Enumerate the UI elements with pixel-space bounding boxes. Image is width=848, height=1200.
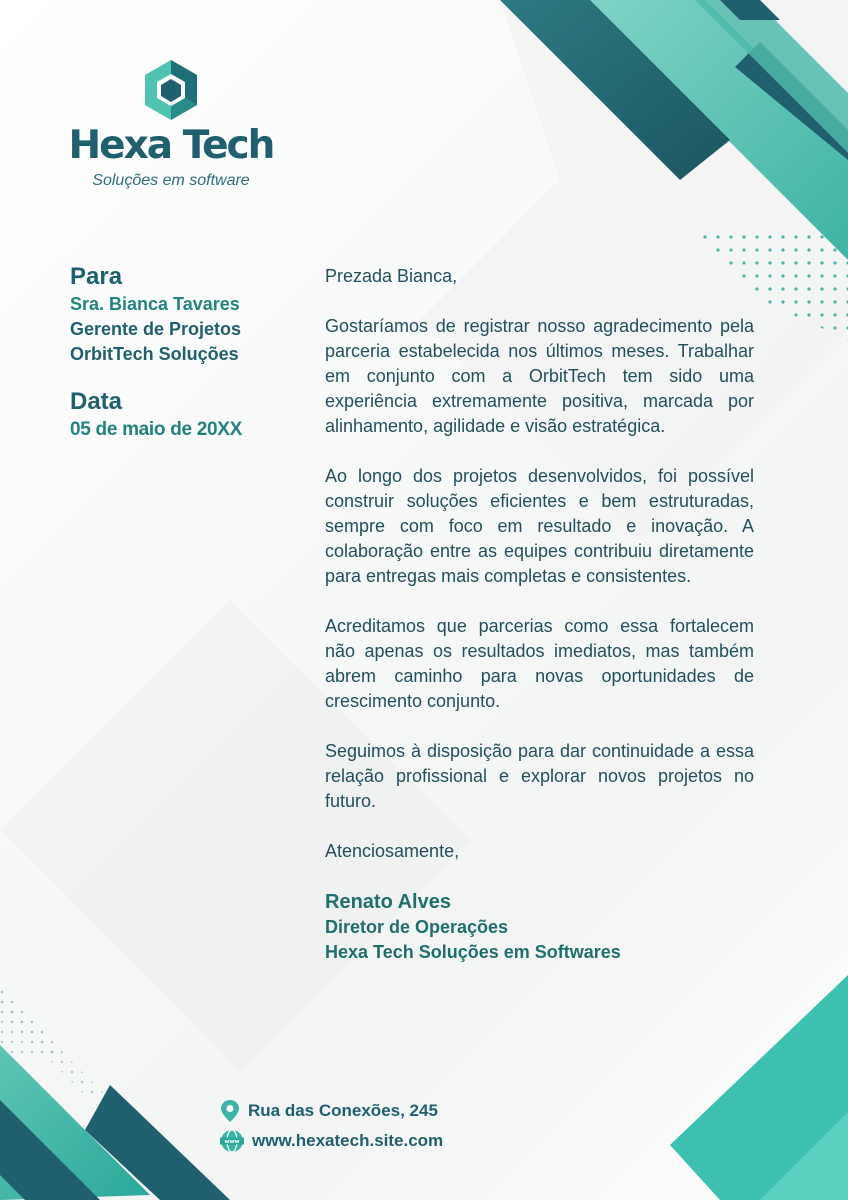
letter-body xyxy=(325,264,754,965)
footer-contact xyxy=(219,1096,443,1156)
date-block xyxy=(70,387,300,443)
hexagon-icon xyxy=(141,58,201,122)
brand-block xyxy=(60,58,282,190)
recipient-name: Sra. Bianca Tavares xyxy=(70,294,240,314)
recipient-title: Gerente de Projetos xyxy=(70,319,242,339)
signature-company: Hexa Tech Soluções em Softwares xyxy=(325,942,621,962)
date-value: 05 de maio de 20XX xyxy=(70,419,243,440)
paragraph-4: Seguimos à disposição para dar continuidade a essa relação profissional e explorar novos projetos no futuro. xyxy=(325,741,754,811)
closing: Atenciosamente, xyxy=(325,841,460,861)
location-pin-icon xyxy=(219,1099,241,1123)
paragraph-1: Gostaríamos de registrar nosso agradecimento pela parceria estabelecida nos últimos meses. Trabalhar em conjunto com a OrbitTech tem sido uma experiência extremamente positiva, marcada por alinhamento, agilidade e visão estratégica. xyxy=(325,316,754,436)
footer-website-row xyxy=(219,1126,443,1156)
footer-website[interactable]: www.hexatech.site.com xyxy=(252,1131,444,1150)
brand-tagline: Soluções em software xyxy=(92,172,250,189)
to-label: Para xyxy=(70,263,123,290)
brand-name: Hexa Tech xyxy=(68,123,274,168)
recipient-block xyxy=(70,262,300,443)
paragraph-2: Ao longo dos projetos desenvolvidos, foi possível construir soluções eficientes e bem estruturadas, sempre com foco em resultado e inovação. A colaboração entre as equipes contribuiu diretamente para entregas mais completas e consistentes. xyxy=(325,466,754,586)
footer-address: Rua das Conexões, 245 xyxy=(248,1101,438,1120)
greeting: Prezada Bianca, xyxy=(325,266,458,286)
signature-title: Diretor de Operações xyxy=(325,917,509,937)
footer-address-row xyxy=(219,1096,443,1126)
recipient-company: OrbitTech Soluções xyxy=(70,344,239,364)
signature-name: Renato Alves xyxy=(325,891,451,913)
date-label: Data xyxy=(70,388,123,415)
signature-block xyxy=(325,889,754,965)
paragraph-3: Acreditamos que parcerias como essa fortalecem não apenas os resultados imediatos, mas também abrem caminho para novas oportunidades de crescimento conjunto. xyxy=(325,616,754,711)
svg-text:www: www xyxy=(224,1139,240,1146)
globe-icon xyxy=(219,1129,245,1153)
